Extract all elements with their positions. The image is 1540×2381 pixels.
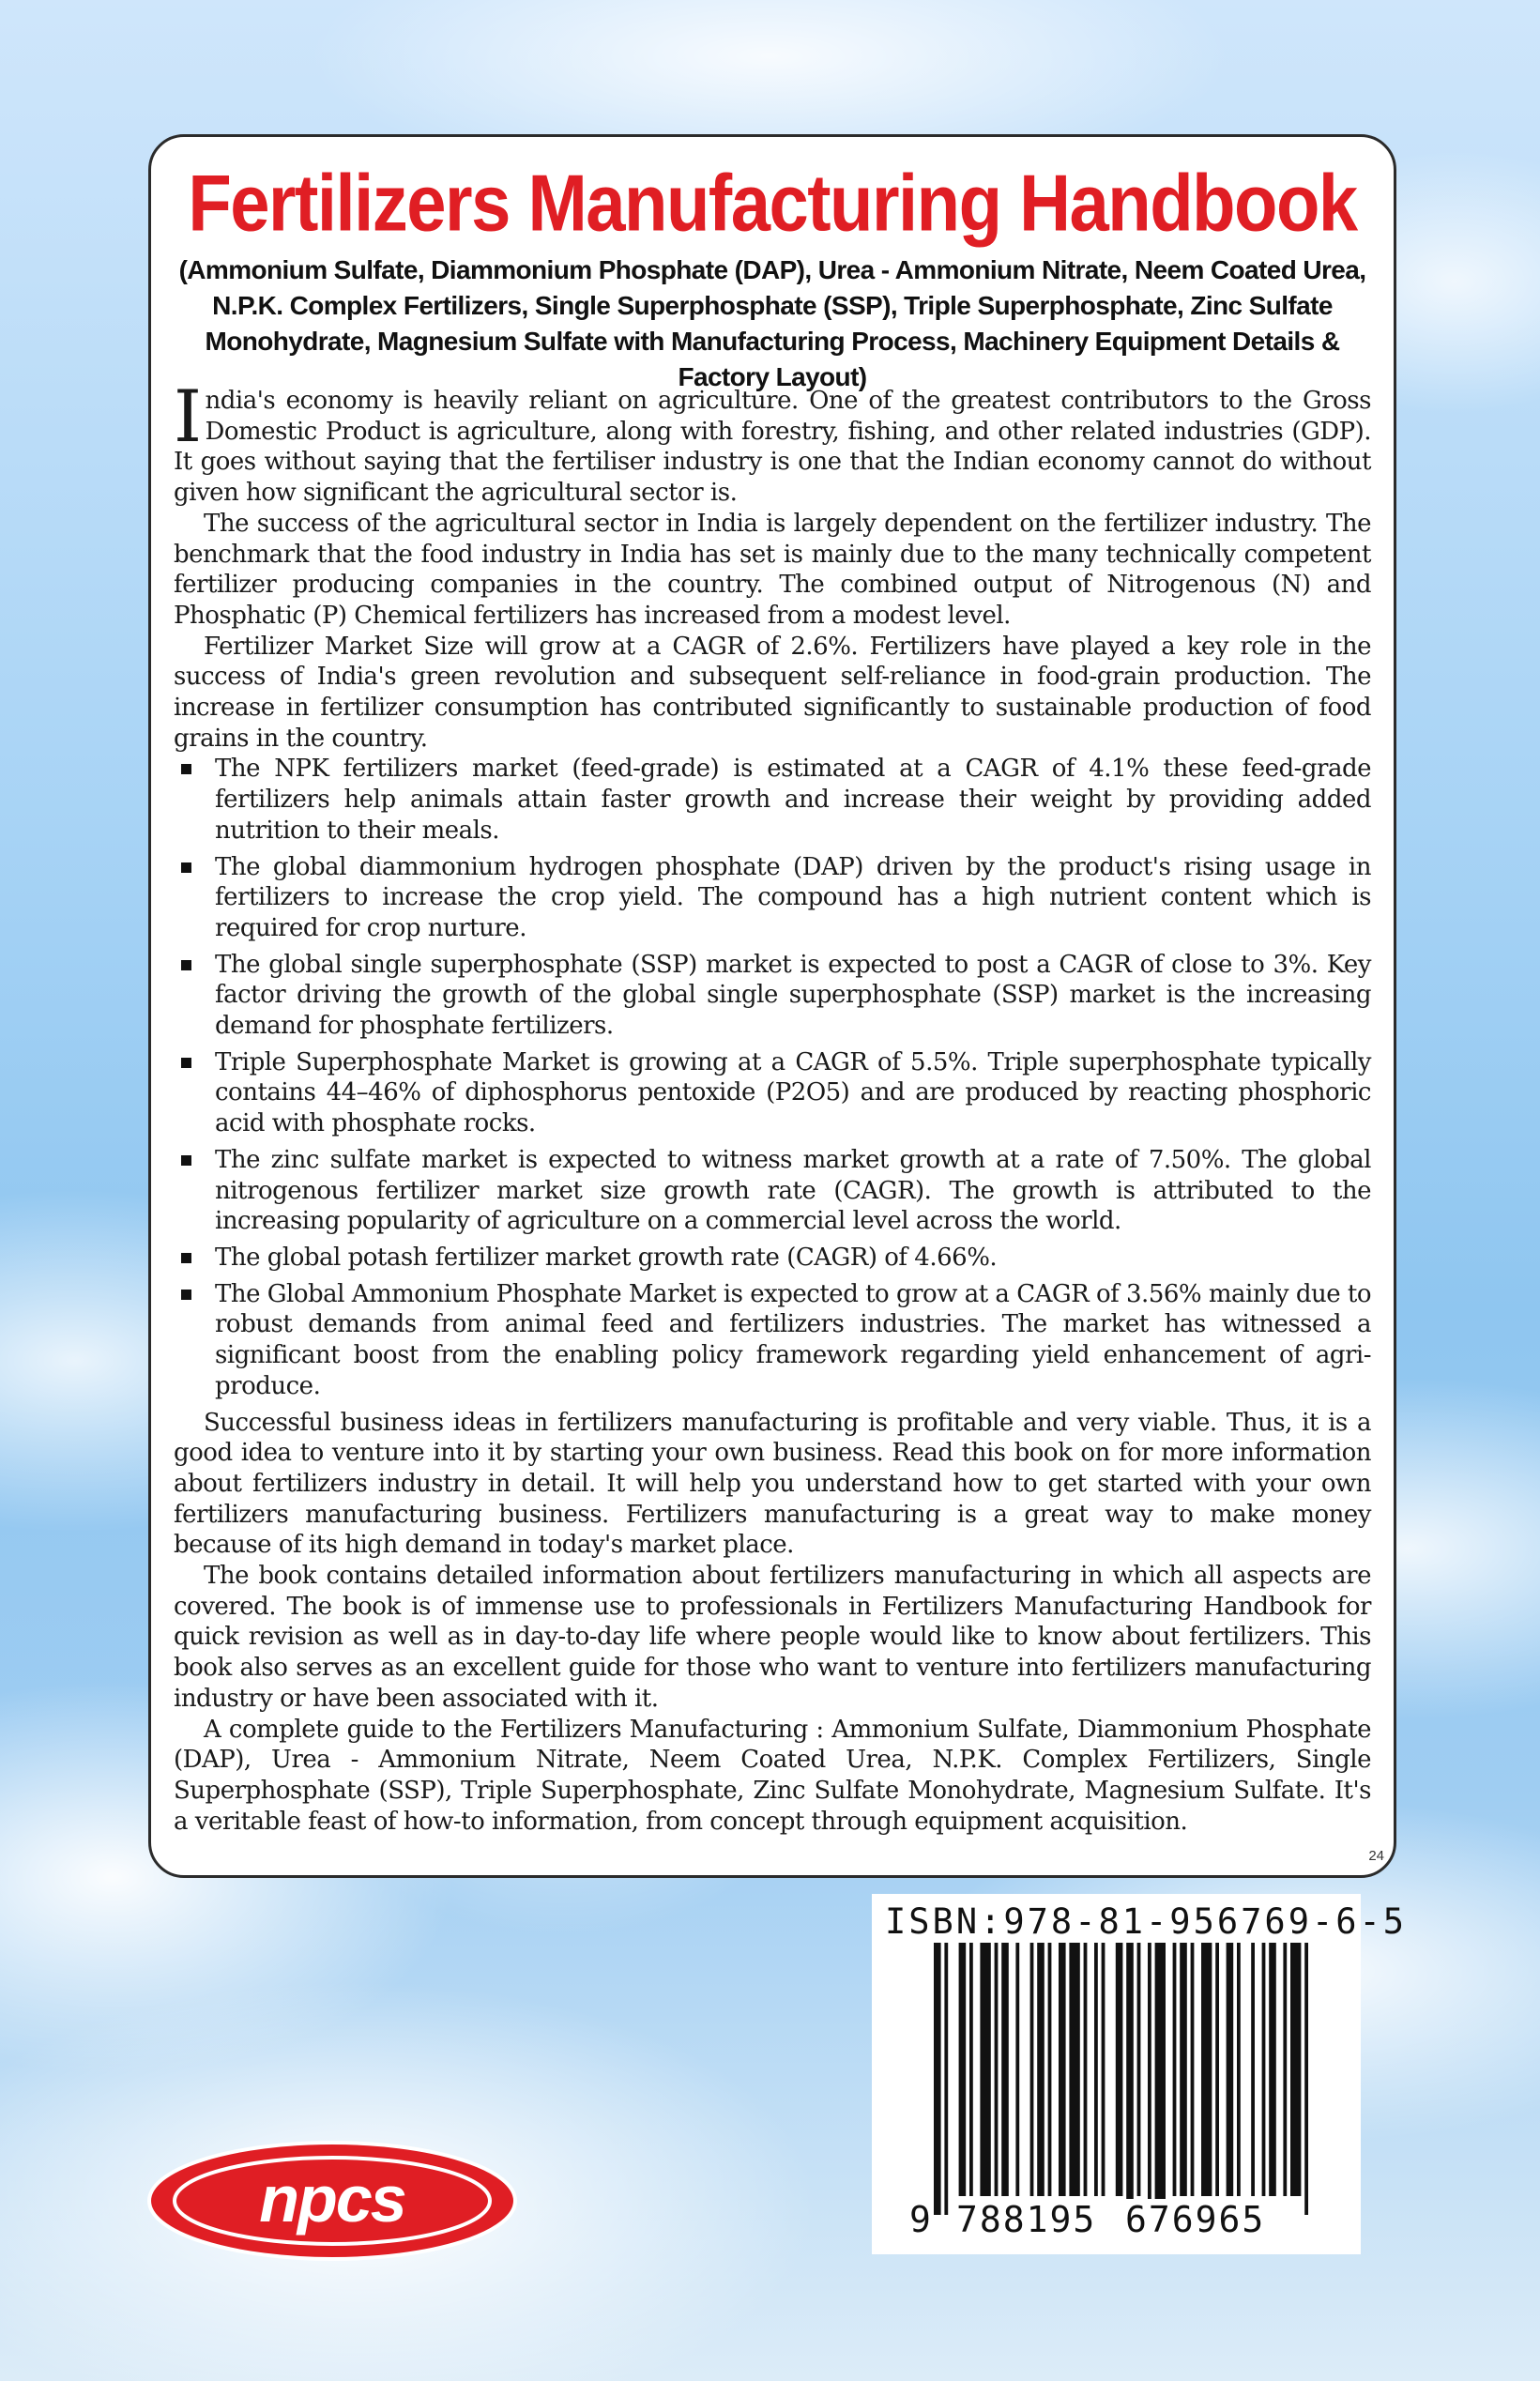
ean-digits-left: 788195 [956,2199,1097,2240]
paragraph-intro: India's economy is heavily reliant on agriculture. One of the greatest contributors to the Gross Domestic Product is agriculture, along with forestry, fishing, and other related industries (GDP). It goes without saying that the fertiliser industry is one that the Indian economy cannot do without given how significant the agricultural sector is. [174,374,1371,508]
description-body [174,374,1372,1837]
ean-digit-first: 9 [909,2199,933,2240]
barcode-bar [1227,1943,1234,2196]
list-item: The NPK fertilizers market (feed-grade) is estimated at a CAGR of 4.1% these feed-grade fertilizers help animals attain faster growth and increase their weight by providing added nutrition to their meals. [174,754,1371,846]
barcode-bar [959,1943,967,2196]
barcode-bar [1030,1943,1034,2196]
barcode-bar [1304,1943,1308,2215]
barcode-bar [1137,1943,1141,2196]
barcode-bar [1116,1943,1123,2196]
barcode-bar [1237,1943,1241,2196]
barcode-bar [1094,1943,1098,2196]
barcode-bar [944,1943,948,2215]
paragraph: The success of the agricultural sector in India is largely dependent on the fertilizer industry. The benchmark that the food industry in India has set is mainly due to the many technically competent fertilizer producing companies in the country. The combined output of Nitrogenous (N) and Phosphatic (P) Chemical fertilizers has increased from a modest level. [174,509,1371,630]
barcode-bar [1148,1943,1151,2215]
barcode-bar [934,1943,941,2215]
barcode-bar [1215,1943,1219,2196]
barcode-bar [1283,1943,1287,2196]
barcode-bar [1102,1943,1105,2196]
barcode-bar [1269,1943,1276,2196]
isbn-barcode [872,1894,1408,2254]
barcode-bar [1126,1943,1134,2215]
barcode-bar [1262,1943,1266,2196]
ean-digits [872,2199,1361,2246]
paragraph: Fertilizer Market Size will grow at a CAGR of 2.6%. Fertilizers have played a key role in the success of India's green revolution and subsequent self-reliance in food-grain production. The increase in fertilizer consumption has contributed significantly to sustainable production of food grains in the country. [174,632,1371,753]
list-item: The Global Ammonium Phosphate Market is expected to grow at a CAGR of 3.56% mainly due to robust demands from animal feed and fertilizers industries. The market has witnessed a significant boost from the enabling policy framework regarding yield enhancement of agri-produce. [174,1279,1371,1402]
square-bullet-icon [181,1253,191,1263]
barcode-bar [995,1943,999,2196]
square-bullet-icon [181,764,191,774]
barcode-bar [1191,1943,1195,2196]
square-bullet-icon [181,1058,191,1068]
paragraph: A complete guide to the Fertilizers Manufacturing : Ammonium Sulfate, Diammonium Phosphate (DAP), Urea - Ammonium Nitrate, Neem Coated Urea, N.P.K. Complex Fertilizers, Single Superphosphate (SSP), Triple Superphosphate, Zinc Sulfate Monohydrate, Magnesium Sulfate. It's a veritable feast of how-to information, from concept through equipment acquisition. [174,1715,1371,1836]
barcode-bar [1251,1943,1255,2196]
market-bullet-list [174,754,1371,1401]
barcode-bar [1037,1943,1044,2196]
drop-cap: I [174,374,202,458]
list-item: The zinc sulfate market is expected to witness market growth at a rate of 7.50%. The global nitrogenous fertilizer market size growth rate (CAGR). The growth is attributed to the increasing popularity of agriculture on a commercial level across the world. [174,1145,1371,1237]
barcode-bar [1180,1943,1187,2196]
barcode-bar [980,1943,990,2196]
barcode-bar [1001,1943,1009,2196]
barcode-bar [1201,1943,1212,2196]
paragraph: Successful business ideas in fertilizers manufacturing is profitable and very viable. Thus, it is a good idea to venture into it by starting your own business. Read this book on for more information about fertilizers industry in detail. It will help you understand how to get started with your own fertilizers manufacturing business. Fertilizers manufacturing is a great way to make money because of its high demand in today's market place. [174,1408,1371,1560]
npcs-logo [145,2135,520,2267]
square-bullet-icon [181,960,191,970]
logo-text: npcs [259,2162,405,2236]
list-item: The global potash fertilizer market growth rate (CAGR) of 4.66%. [174,1243,1371,1274]
page-number: 24 [1368,1848,1384,1864]
list-item: The global single superphosphate (SSP) market is expected to post a CAGR of close to 3%. Key factor driving the growth of the global single superphosphate (SSP) market is the increasing demand for phosphate fertilizers. [174,950,1371,1042]
barcode-bar [1084,1943,1088,2196]
book-subtitle: (Ammonium Sulfate, Diammonium Phosphate (DAP), Urea - Ammonium Nitrate, Neem Coated Urea, N.P.K. Complex Fertilizers, Single Superphosphate (SSP), Triple Superphosphate, Zinc Sulfate Monohydrate, Magnesium Sulfate with Manufacturing Process, Machinery Equipment Details & Factory Layout) [178,255,1366,391]
isbn-number: ISBN:978-81-956769-6-5 [885,1901,1408,1942]
barcode-bar [1059,1943,1066,2196]
barcode-bar [969,1943,973,2196]
barcode-bar [1048,1943,1052,2196]
barcode-bar [1069,1943,1079,2196]
ean-digits-right: 676965 [1125,2199,1266,2240]
square-bullet-icon [181,1155,191,1166]
barcode-bar [1015,1943,1019,2196]
list-item: The global diammonium hydrogen phosphate (DAP) driven by the product's rising usage in fertilizers to increase the crop yield. The compound has a high nutrient content which is required for crop nurture. [174,852,1371,944]
square-bullet-icon [181,1290,191,1300]
square-bullet-icon [181,862,191,873]
paragraph: The book contains detailed information about fertilizers manufacturing in which all aspects are covered. The book is of immense use to professionals in Fertilizers Manufacturing Handbook for quick revision as well as in day-to-day life where people would like to know about fertilizers. This book also serves as an excellent guide for those who want to venture into fertilizers manufacturing industry or have been associated with it. [174,1562,1371,1713]
barcode-bar [1173,1943,1177,2196]
description-panel [148,134,1396,1878]
book-title: Fertilizers Manufacturing Handbook [188,159,1357,249]
barcode-bars [872,1943,1361,2224]
list-item: Triple Superphosphate Market is growing at a CAGR of 5.5%. Triple superphosphate typically contains 44–46% of diphosphorus pentoxide (P2O5) and are produced by reacting phosphoric acid with phosphate rocks. [174,1047,1371,1139]
barcode-bar [1155,1943,1166,2215]
barcode-bar [1290,1943,1301,2196]
